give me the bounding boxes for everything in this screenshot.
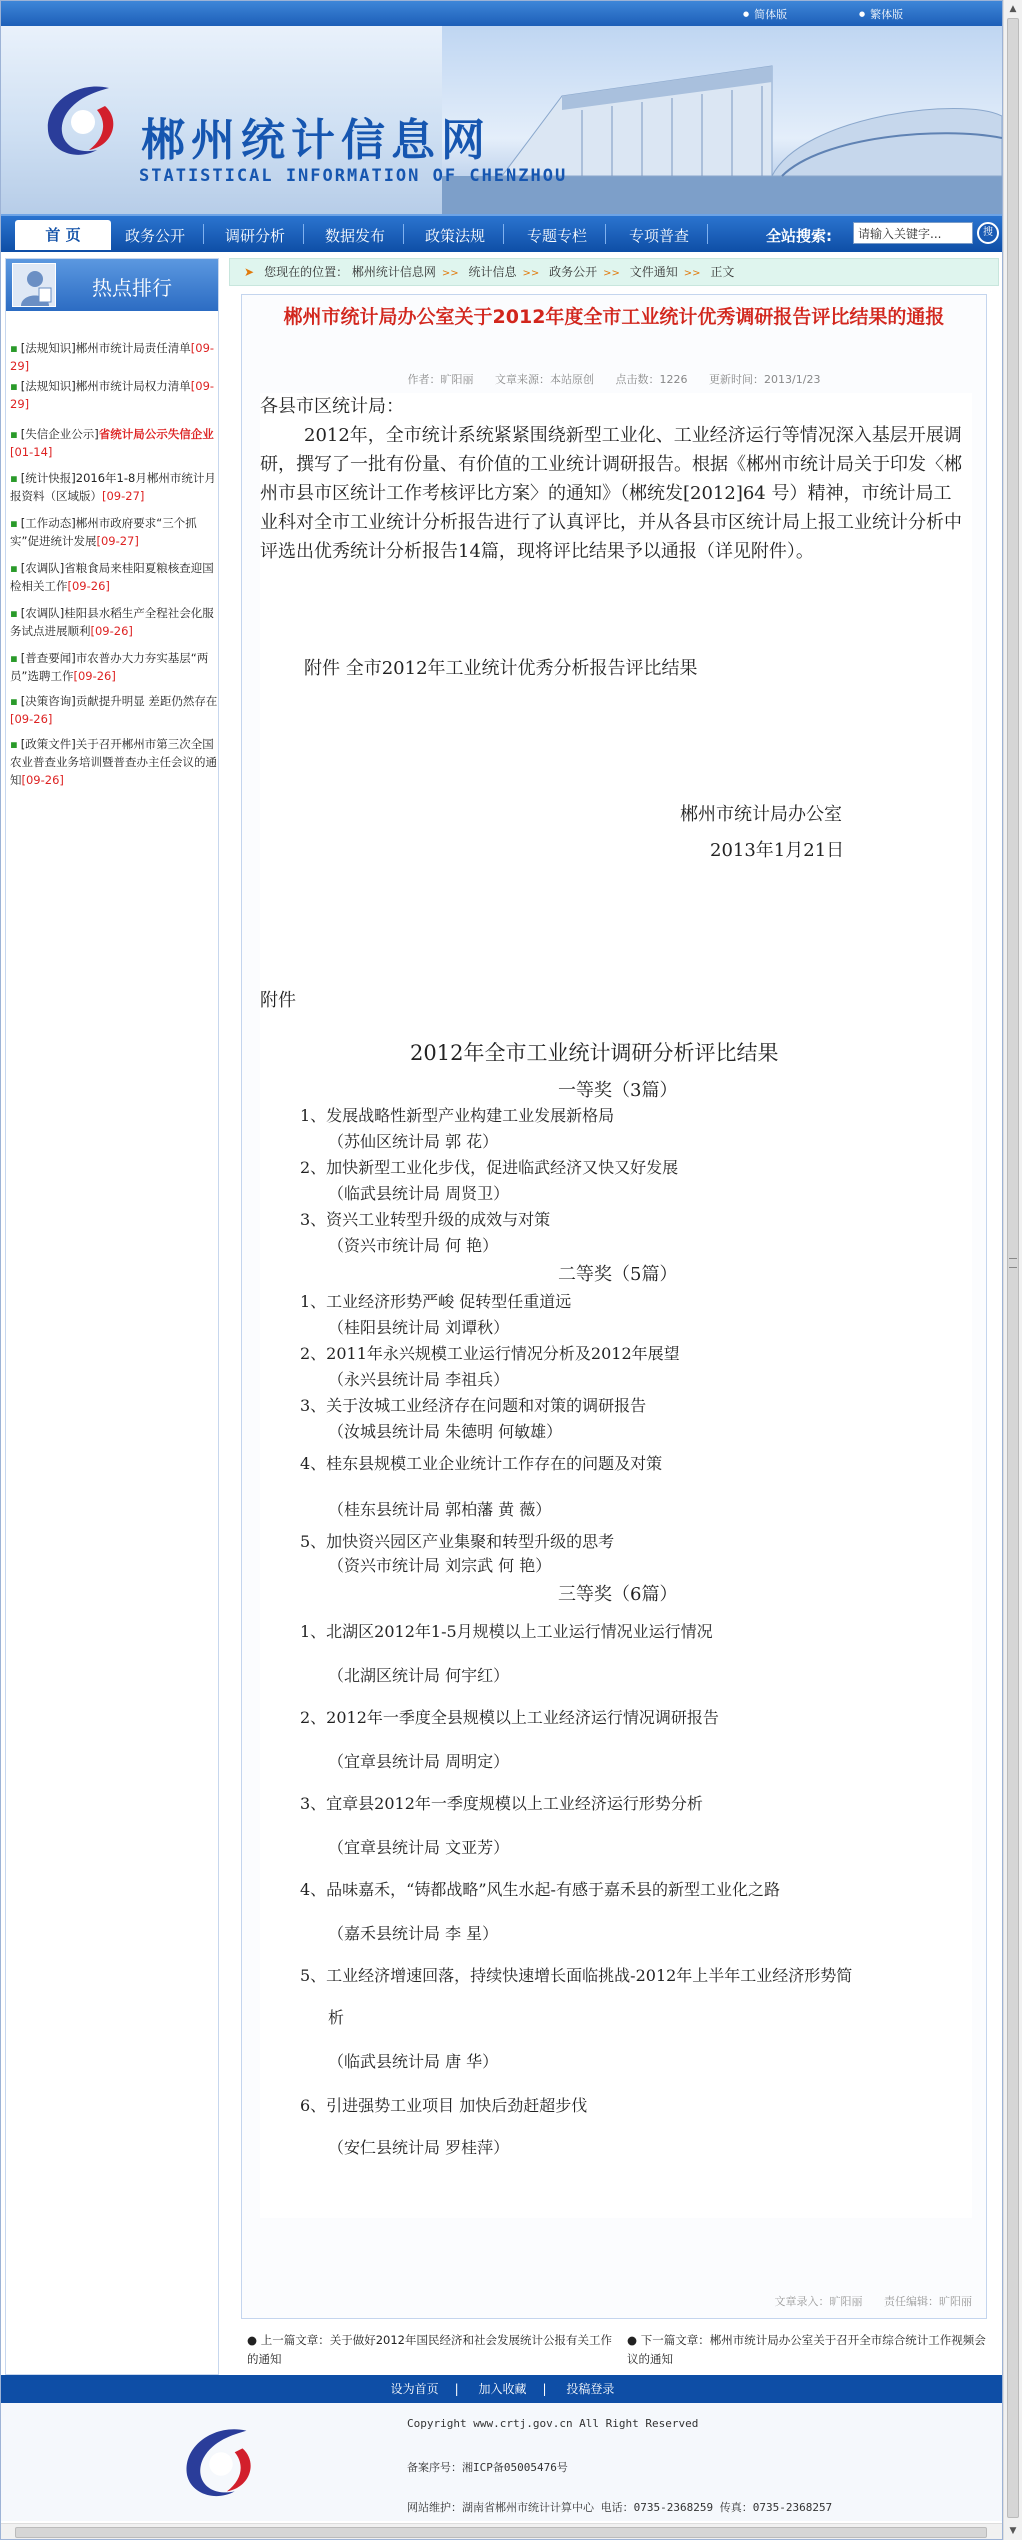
main-nav	[1, 214, 1002, 252]
bullet-icon: ●	[627, 2333, 641, 2347]
hot-item-title[interactable]: [工作动态]郴州市政府要求“三个抓实”促进统计发展	[10, 516, 197, 548]
second-prize-heading: 二等奖（5篇）	[558, 1264, 678, 1285]
award-entry-title: 4、桂东县规模工业企业统计工作存在的问题及对策	[300, 1454, 663, 1473]
award-entry-title: 2、加快新型工业化步伐，促进临武经济又快又好发展	[300, 1158, 679, 1177]
award-entry-author: （资兴市统计局 刘宗武 何 艳）	[328, 1556, 552, 1575]
award-entry-title: 2、2011年永兴规模工业运行情况分析及2012年展望	[300, 1344, 680, 1363]
hot-item-title[interactable]: [农调队]省粮食局来桂阳夏粮核查迎国检相关工作	[10, 561, 214, 593]
nav-research[interactable]: 调研分析	[224, 227, 285, 245]
breadcrumb	[229, 258, 999, 286]
breadcrumb-stat-info[interactable]: 统计信息	[468, 265, 517, 279]
breadcrumb-home[interactable]: 郴州统计信息网	[351, 265, 436, 279]
meta-source: 文章来源：本站原创	[495, 373, 595, 386]
signature: 郴州市统计局办公室	[680, 804, 842, 825]
nav-separator	[203, 224, 204, 244]
hot-list-item[interactable]	[10, 559, 218, 595]
hot-ranking-header	[6, 259, 218, 311]
footer-separator: |	[454, 2382, 459, 2396]
hot-ranking-title: 热点排行	[92, 276, 172, 300]
hot-item-title[interactable]: [普查要闻]市农普办大力夯实基层“两员”选聘工作	[10, 651, 209, 683]
award-entry-author: （嘉禾县统计局 李 星）	[328, 1924, 499, 1943]
hot-item-date: [09-26]	[73, 669, 116, 683]
hot-item-title[interactable]: [统计快报]2016年1-8月郴州市统计月报资料（区域版）	[10, 471, 216, 503]
attachment-heading: 附件	[260, 990, 296, 1011]
prev-article-link[interactable]: 关于做好2012年国民经济和社会发展统计公报有关工作的通知	[247, 2333, 612, 2366]
site-footer	[1, 2403, 1003, 2521]
hot-item-date: [09-26]	[67, 579, 110, 593]
award-entry-author: （汝城县统计局 朱德明 何敏雄）	[328, 1422, 563, 1441]
salutation: 各县市区统计局：	[260, 396, 404, 417]
hot-item-highlight[interactable]: 省统计局公示失信企业	[98, 427, 214, 441]
article-meta	[242, 371, 986, 387]
arrow-icon: ➤	[244, 265, 255, 279]
site-title-english: STATISTICAL INFORMATION OF CHENZHOU	[139, 166, 568, 186]
footer-logo-icon	[173, 2419, 269, 2507]
chevron-right-icon: >>	[441, 268, 459, 279]
hot-item-date: [09-27]	[96, 534, 139, 548]
hot-item-date: [09-26]	[10, 712, 53, 726]
simplified-chinese-link[interactable]: ● 简体版	[743, 6, 787, 22]
nav-census[interactable]: 专项普查	[628, 227, 689, 245]
hot-list-item[interactable]	[10, 735, 218, 789]
award-entry-title: 4、品味嘉禾，“铸都战略”风生水起-有感于嘉禾县的新型工业化之路	[300, 1880, 780, 1899]
hot-list-item[interactable]	[10, 425, 218, 461]
search-label: 全站搜索:	[766, 227, 832, 245]
hot-item-title[interactable]: [失信企业公示]	[20, 427, 99, 441]
scroll-up-icon[interactable]: ▲	[1009, 4, 1017, 14]
award-entry-title-cont: 析	[328, 2008, 345, 2027]
award-entry-title: 5、工业经济增速回落，持续快速增长面临挑战-2012年上半年工业经济形势简	[300, 1966, 853, 1985]
scrollbar-grip	[1009, 1258, 1017, 1268]
prev-article	[247, 2331, 617, 2369]
scrollbar-thumb[interactable]	[1007, 18, 1019, 2518]
article-entry-by: 文章录入：旷阳丽	[774, 2295, 863, 2308]
maintainer-text: 网站维护：湖南省郴州市统计计算中心 电话：0735-2368259 传真：0735-2368257	[407, 2501, 833, 2514]
award-entry-author: （临武县统计局 唐 华）	[328, 2052, 499, 2071]
copyright-text: Copyright www.crtj.gov.cn All Right Reserved	[407, 2417, 699, 2430]
award-entry-title: 6、引进强势工业项目 加快后劲赶超步伐	[300, 2096, 588, 2115]
hot-item-title[interactable]: [法规知识]郴州市统计局权力清单	[20, 379, 191, 393]
meta-hits: 点击数：1226	[615, 373, 688, 386]
hot-item-title[interactable]: [政策文件]关于召开郴州市第三次全国农业普查业务培训暨普查办主任会议的通知	[10, 737, 217, 787]
hot-list-item[interactable]	[10, 469, 218, 505]
hot-item-title[interactable]: [农调队]桂阳县水稻生产全程社会化服务试点进展顺利	[10, 606, 214, 638]
article-editor: 责任编辑：旷阳丽	[884, 2295, 972, 2308]
hot-list-item[interactable]	[10, 339, 218, 375]
scroll-down-icon[interactable]: ▼	[1009, 2526, 1017, 2536]
award-entry-title: 3、关于汝城工业经济存在问题和对策的调研报告	[300, 1396, 647, 1415]
hot-item-date: [09-29]	[10, 379, 215, 411]
sidebar	[5, 258, 219, 2375]
breadcrumb-gov-affairs[interactable]: 政务公开	[549, 265, 598, 279]
attachment-line[interactable]: 附件 全市2012年工业统计优秀分析报告评比结果	[304, 658, 698, 679]
award-entry-title: 1、发展战略性新型产业构建工业发展新格局	[300, 1106, 615, 1125]
add-favorite-link[interactable]: 加入收藏	[478, 2382, 527, 2396]
hot-list-item[interactable]	[10, 649, 218, 685]
article-footer	[757, 2293, 973, 2309]
submit-login-link[interactable]: 投稿登录	[566, 2382, 615, 2396]
award-entry-title: 3、资兴工业转型升级的成效与对策	[300, 1210, 551, 1229]
footer-separator: |	[542, 2382, 547, 2396]
next-label: 下一篇文章：	[640, 2333, 710, 2347]
nav-separator	[605, 224, 606, 244]
hot-item-title[interactable]: [法规知识]郴州市统计局责任清单	[20, 341, 191, 355]
meta-author: 作者：旷阳丽	[407, 373, 474, 386]
hot-item-date: [09-26]	[90, 624, 133, 638]
nav-special-topics[interactable]: 专题专栏	[526, 227, 587, 245]
nav-separator	[707, 224, 708, 244]
nav-home[interactable]: 首 页	[15, 220, 111, 250]
next-article	[627, 2331, 987, 2369]
chevron-right-icon: >>	[603, 268, 620, 279]
award-entry-author: （宜章县统计局 周明定）	[328, 1752, 510, 1771]
document-date: 2013年1月21日	[710, 840, 845, 861]
first-prize-heading: 一等奖（3篇）	[558, 1080, 678, 1101]
icp-text: 备案序号：湘ICP备05005476号	[407, 2461, 568, 2474]
award-entry-author: （宜章县统计局 文亚芳）	[328, 1838, 510, 1857]
award-entry-author: （北湖区统计局 何宇红）	[328, 1666, 510, 1685]
nav-separator	[403, 224, 404, 244]
award-entry-author: （安仁县统计局 罗桂萍）	[328, 2138, 510, 2157]
award-entry-title: 2、2012年一季度全县规模以上工业经济运行情况调研报告	[300, 1708, 719, 1727]
article-paragraph: 2012年，全市统计系统紧紧围绕新型工业化、工业经济运行等情况深入基层开展调研，撰写了一批有份量、有价值的工业统计调研报告。根据《郴州市统计局关于印发〈郴州市县市区统计工作考核评比方案〉的通知》（郴统发[2012]64 号）精神，市统计局工业科对全市工业统计分析报告进行了认真评比，并从各县市区统计局上报工业统计分析中评选出优秀统计分析报告14篇，现将评比结果予以通报（详见附件）。	[260, 425, 962, 562]
breadcrumb-prefix: 您现在的位置：	[264, 265, 349, 279]
search-input[interactable]	[853, 222, 973, 244]
breadcrumb-current: 正文	[710, 265, 735, 279]
chevron-right-icon: >>	[522, 268, 540, 279]
hot-item-date: [09-29]	[10, 341, 215, 373]
meta-updated: 更新时间：2013/1/23	[709, 373, 821, 386]
award-entry-author: （桂东县统计局 郭柏藩 黄 薇）	[328, 1500, 552, 1519]
horizontal-scrollbar[interactable]	[1, 2523, 1003, 2540]
bullet-icon: ●	[247, 2333, 261, 2347]
nav-policies[interactable]: 政策法规	[424, 227, 485, 245]
award-entry-author: （苏仙区统计局 郭 花）	[328, 1132, 499, 1151]
chevron-right-icon: >>	[683, 268, 701, 279]
award-entry-author: （临武县统计局 周贤卫）	[328, 1184, 510, 1203]
site-logo-icon	[35, 76, 131, 166]
hot-list-item[interactable]	[10, 604, 218, 640]
article-title: 郴州市统计局办公室关于2012年度全市工业统计优秀调研报告评比结果的通报	[283, 306, 945, 328]
award-entry-author: （资兴市统计局 何 艳）	[328, 1236, 499, 1255]
results-title: 2012年全市工业统计调研分析评比结果	[410, 1041, 779, 1065]
article-box	[241, 294, 987, 2319]
hot-list-item[interactable]	[10, 514, 218, 550]
person-icon	[12, 263, 56, 307]
scrollbar-thumb[interactable]	[15, 2527, 987, 2538]
award-entry-title: 1、北湖区2012年1-5月规模以上工业运行情况业运行情况	[300, 1622, 713, 1641]
award-entry-title: 5、加快资兴园区产业集聚和转型升级的思考	[300, 1532, 615, 1551]
award-entry-title: 1、工业经济形势严峻 促转型任重道远	[300, 1292, 572, 1311]
nav-gov-affairs[interactable]: 政务公开	[124, 227, 185, 245]
hot-item-date: [01-14]	[10, 445, 53, 459]
award-entry-author: （桂阳县统计局 刘谭秋）	[328, 1318, 510, 1337]
award-entry-author: （永兴县统计局 李祖兵）	[328, 1370, 510, 1389]
third-prize-heading: 三等奖（6篇）	[558, 1584, 678, 1605]
award-entry-title: 3、宜章县2012年一季度规模以上工业经济运行形势分析	[300, 1794, 703, 1813]
article-body	[260, 393, 972, 2218]
breadcrumb-notices[interactable]: 文件通知	[629, 265, 678, 279]
prev-label: 上一篇文章：	[260, 2333, 330, 2347]
hot-item-title[interactable]: [决策咨询]贡献提升明显 差距仍然存在	[20, 694, 218, 708]
hot-item-date: [09-26]	[21, 773, 64, 787]
hot-item-date: [09-27]	[102, 489, 145, 503]
hot-list-item[interactable]	[10, 692, 218, 728]
search-button[interactable]: 搜	[977, 222, 999, 244]
footer-links	[1, 2375, 1003, 2403]
hot-list-item[interactable]	[10, 377, 218, 413]
set-homepage-link[interactable]: 设为首页	[390, 2382, 439, 2396]
nav-separator	[503, 224, 504, 244]
vertical-scrollbar[interactable]	[1003, 0, 1022, 2540]
top-bar	[1, 1, 1002, 26]
traditional-chinese-link[interactable]: ● 繁体版	[859, 6, 903, 22]
site-banner	[1, 26, 1002, 214]
site-title-chinese: 郴州统计信息网	[141, 115, 491, 166]
nav-data-release[interactable]: 数据发布	[324, 227, 385, 245]
next-article-link[interactable]: 郴州市统计局办公室关于召开全市综合统计工作视频会议的通知	[627, 2333, 986, 2366]
nav-separator	[303, 224, 304, 244]
